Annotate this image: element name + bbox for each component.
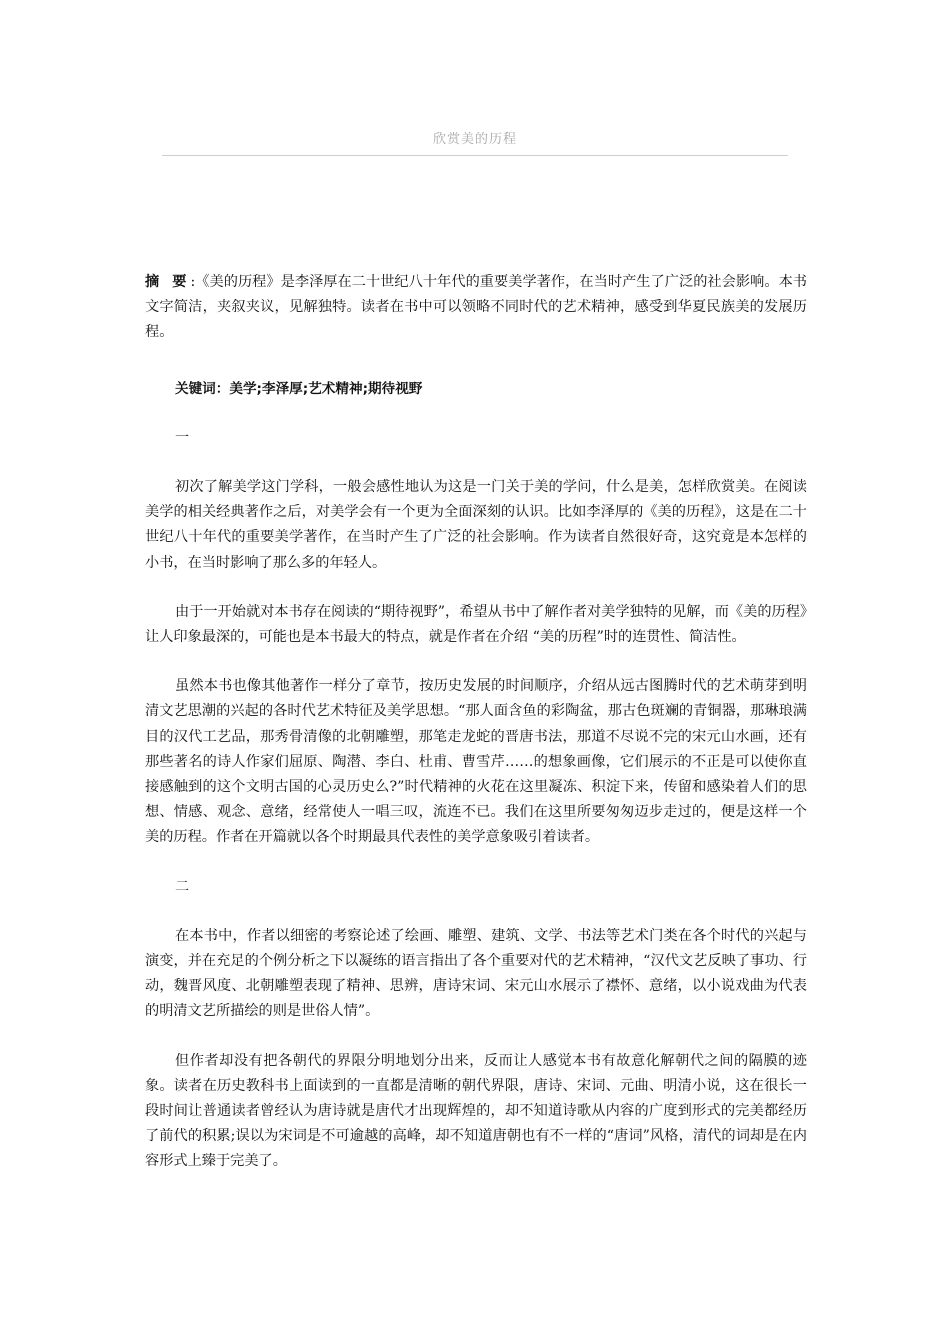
paragraph: 初次了解美学这门学科，一般会感性地认为这是一门关于美的学问，什么是美，怎样欣赏美。在阅读美学的相关经典著作之后，对美学会有一个更为全面深刻的认识。比如李泽厚的《美的历程》，这是在二十世纪八十年代的重要美学著作，在当时产生了广泛的社会影响。作为读者自然很好奇，这究竟是本怎样的小书，在当时影响了那么多的年轻人。 (145, 479, 807, 571)
paragraph: 在本书中，作者以细密的考察论述了绘画、雕塑、建筑、文学、书法等艺术门类在各个时代的兴起与演变，并在充足的个例分析之下以凝练的语言指出了各个重要对代的艺术精神，“汉代文艺反映了事功、行动，魏晋风度、北朝雕塑表现了精神、思辨，唐诗宋词、宋元山水展示了襟怀、意绪，以小说戏曲为代表的明清文艺所描绘的则是世俗人情”。 (145, 927, 807, 1020)
paragraph: 虽然本书也像其他著作一样分了章节，按历史发展的时间顺序，介绍从远古图腾时代的艺术萌芽到明清文艺思潮的兴起的各时代艺术特征及美学思想。“那人面含鱼的彩陶盆，那古色斑斓的青铜器，那琳琅满目的汉代工艺品，那秀骨清像的北朝雕塑，那笔走龙蛇的晋唐书法，那道不尽说不完的宋元山水画，还有那些著名的诗人作家们屈原、陶潜、李白、杜甫、曹雪芹……的想象画像，它们展示的不正是可以使你直接感触到的这个文明古国的心灵历史么?”时代精神的火花在这里凝冻、积淀下来，传留和感染着人们的思想、情感、观念、意绪，经常使人一唱三叹，流连不已。我们在这里所要匆匆迈步走过的，便是这样一个美的历程。作者在开篇就以各个时期最具代表性的美学意象吸引着读者。 (145, 678, 807, 846)
section-number-1: 一 (175, 429, 190, 446)
abstract-text: :《美的历程》是李泽厚在二十世纪八十年代的重要美学著作，在当时产生了广泛的社会影响。本书文字简洁，夹叙夹议，见解独特。读者在书中可以领略不同时代的艺术精神，感受到华夏民族美的发展历程。 (145, 274, 807, 341)
running-header: 欣赏美的历程 (432, 132, 517, 147)
paragraph: 但作者却没有把各朝代的界限分明地划分出来，反而让人感觉本书有故意化解朝代之间的隔膜的迹象。读者在历史教科书上面读到的一直都是清晰的朝代界限，唐诗、宋词、元曲、明清小说，这在很长一段时间让普通读者曾经认为唐诗就是唐代才出现辉煌的，却不知道诗歌从内容的广度到形式的完美都经历了前代的积累;误以为宋词是不可逾越的高峰，却不知道唐朝也有不一样的“唐词”风格，清代的词却是在内容形式上臻于完美了。 (145, 1052, 807, 1170)
abstract-label: 摘 要 (145, 274, 191, 290)
section-number-2: 二 (175, 878, 190, 895)
keywords: 关键词：美学;李泽厚;艺术精神;期待视野 (175, 380, 423, 397)
paragraph: 由于一开始就对本书存在阅读的“期待视野”，希望从书中了解作者对美学独特的见解，而《美的历程》让人印象最深的，可能也是本书最大的特点，就是作者在介绍 “美的历程”时的连贯性、简洁性。 (145, 603, 807, 646)
abstract (145, 270, 807, 346)
document-body (145, 270, 807, 1175)
header-divider (162, 155, 788, 156)
